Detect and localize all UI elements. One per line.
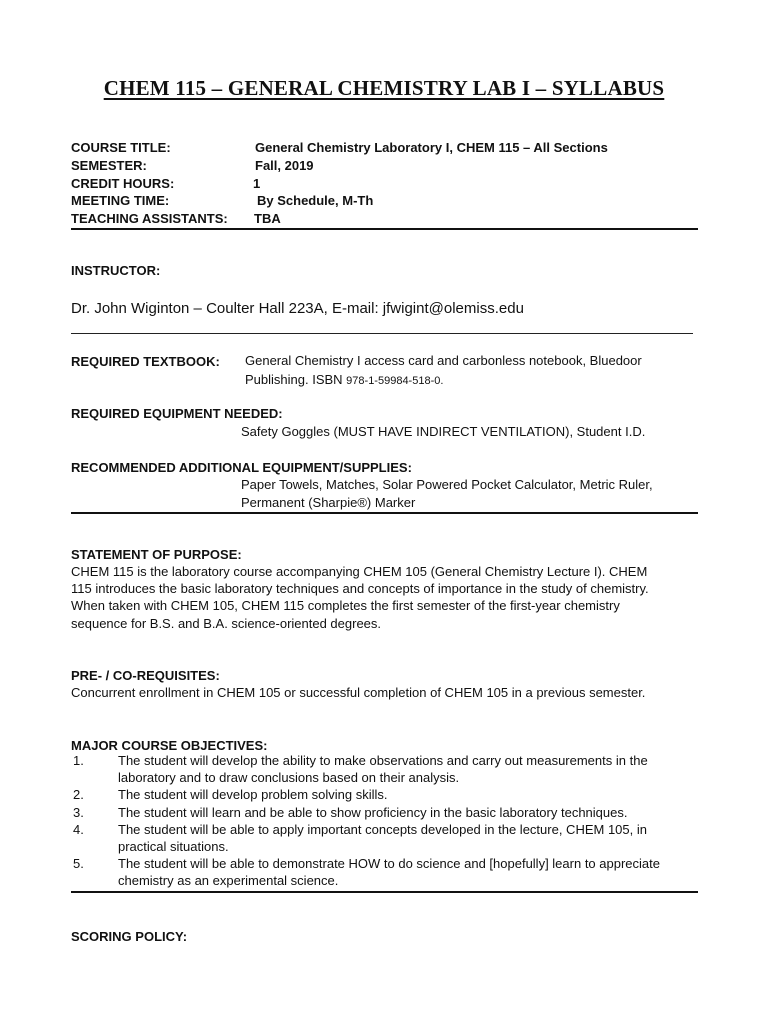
paragraph-line: CHEM 115 is the laboratory course accompanying CHEM 105 (General Chemistry Lecture I). CHEM <box>71 564 648 579</box>
info-value: By Schedule, M-Th <box>257 193 374 209</box>
list-item-line: chemistry as an experimental science. <box>118 873 339 889</box>
info-row-course-title <box>71 139 698 157</box>
divider <box>71 228 698 230</box>
prereq-line: Concurrent enrollment in CHEM 105 or successful completion of CHEM 105 in a previous semester. <box>71 685 646 700</box>
list-number: 4. <box>73 821 84 837</box>
info-label: COURSE TITLE: <box>71 140 171 155</box>
list-item <box>71 752 701 786</box>
info-label: SEMESTER: <box>71 157 147 173</box>
info-value: TBA <box>254 211 281 227</box>
supplies-line-2: Permanent (Sharpie®) Marker <box>241 495 416 510</box>
divider <box>71 891 698 893</box>
info-row-semester <box>71 157 698 175</box>
textbook-line-2-text: Publishing. ISBN <box>245 372 347 387</box>
prereq-heading: PRE- / CO-REQUISITES: <box>71 668 220 683</box>
list-item <box>71 804 701 821</box>
equipment-heading: REQUIRED EQUIPMENT NEEDED: <box>71 406 283 421</box>
equipment-line: Safety Goggles (MUST HAVE INDIRECT VENTILATION), Student I.D. <box>241 424 646 439</box>
divider <box>71 333 693 334</box>
info-row-meeting-time <box>71 192 698 210</box>
paragraph-line: When taken with CHEM 105, CHEM 115 completes the first semester of the first-year chemistry <box>71 598 620 614</box>
objectives-list <box>71 752 701 890</box>
isbn-number: 978-1-59984-518-0. <box>346 375 444 387</box>
info-value: 1 <box>253 175 261 191</box>
info-value: General Chemistry Laboratory I, CHEM 115 – All Sections <box>255 140 608 155</box>
objectives-heading: MAJOR COURSE OBJECTIVES: <box>71 738 268 753</box>
info-label: MEETING TIME: <box>71 193 170 209</box>
textbook-line-2 <box>245 371 443 390</box>
info-label: CREDIT HOURS: <box>71 175 175 191</box>
info-value: Fall, 2019 <box>255 157 314 173</box>
list-number: 3. <box>73 804 84 820</box>
page-title: CHEM 115 – GENERAL CHEMISTRY LAB I – SYLLABUS <box>103 76 665 100</box>
purpose-heading: STATEMENT OF PURPOSE: <box>71 547 242 562</box>
list-item-line: The student will be able to apply important concepts developed in the lecture, CHEM 105, in <box>118 821 647 837</box>
scoring-heading: SCORING POLICY: <box>71 929 188 944</box>
paragraph-line: sequence for B.S. and B.A. science-oriented degrees. <box>71 615 382 631</box>
purpose-paragraph <box>71 563 701 632</box>
info-label: TEACHING ASSISTANTS: <box>71 211 228 227</box>
textbook-line-1: General Chemistry I access card and carbonless notebook, Bluedoor <box>245 353 642 368</box>
list-item <box>71 821 701 855</box>
info-row-teaching-assistants <box>71 210 698 228</box>
divider <box>71 512 698 514</box>
list-item-line: The student will develop problem solving skills. <box>118 787 388 803</box>
list-item-line: laboratory and to draw conclusions based on their analysis. <box>118 770 460 786</box>
info-row-credit-hours <box>71 175 698 193</box>
textbook-heading: REQUIRED TEXTBOOK: <box>71 354 220 369</box>
list-number: 2. <box>73 787 84 803</box>
instructor-heading: INSTRUCTOR: <box>71 263 161 278</box>
list-item-line: The student will develop the ability to make observations and carry out measurements in the <box>118 753 648 768</box>
list-item-line: practical situations. <box>118 839 229 855</box>
list-item-line: The student will learn and be able to show proficiency in the basic laboratory techniques. <box>118 804 628 820</box>
list-item <box>71 855 701 889</box>
supplies-line-1: Paper Towels, Matches, Solar Powered Pocket Calculator, Metric Ruler, <box>241 477 653 492</box>
supplies-heading: RECOMMENDED ADDITIONAL EQUIPMENT/SUPPLIES: <box>71 460 412 475</box>
list-item-line: The student will be able to demonstrate HOW to do science and [hopefully] learn to appreciate <box>118 856 660 872</box>
instructor-line: Dr. John Wiginton – Coulter Hall 223A, E-mail: jfwigint@olemiss.edu <box>71 300 524 317</box>
course-info-block <box>71 139 698 228</box>
paragraph-line: 115 introduces the basic laboratory techniques and concepts of importance in the study of chemistry. <box>71 581 649 597</box>
list-item <box>71 786 701 803</box>
list-number: 5. <box>73 856 84 872</box>
list-number: 1. <box>73 753 84 768</box>
